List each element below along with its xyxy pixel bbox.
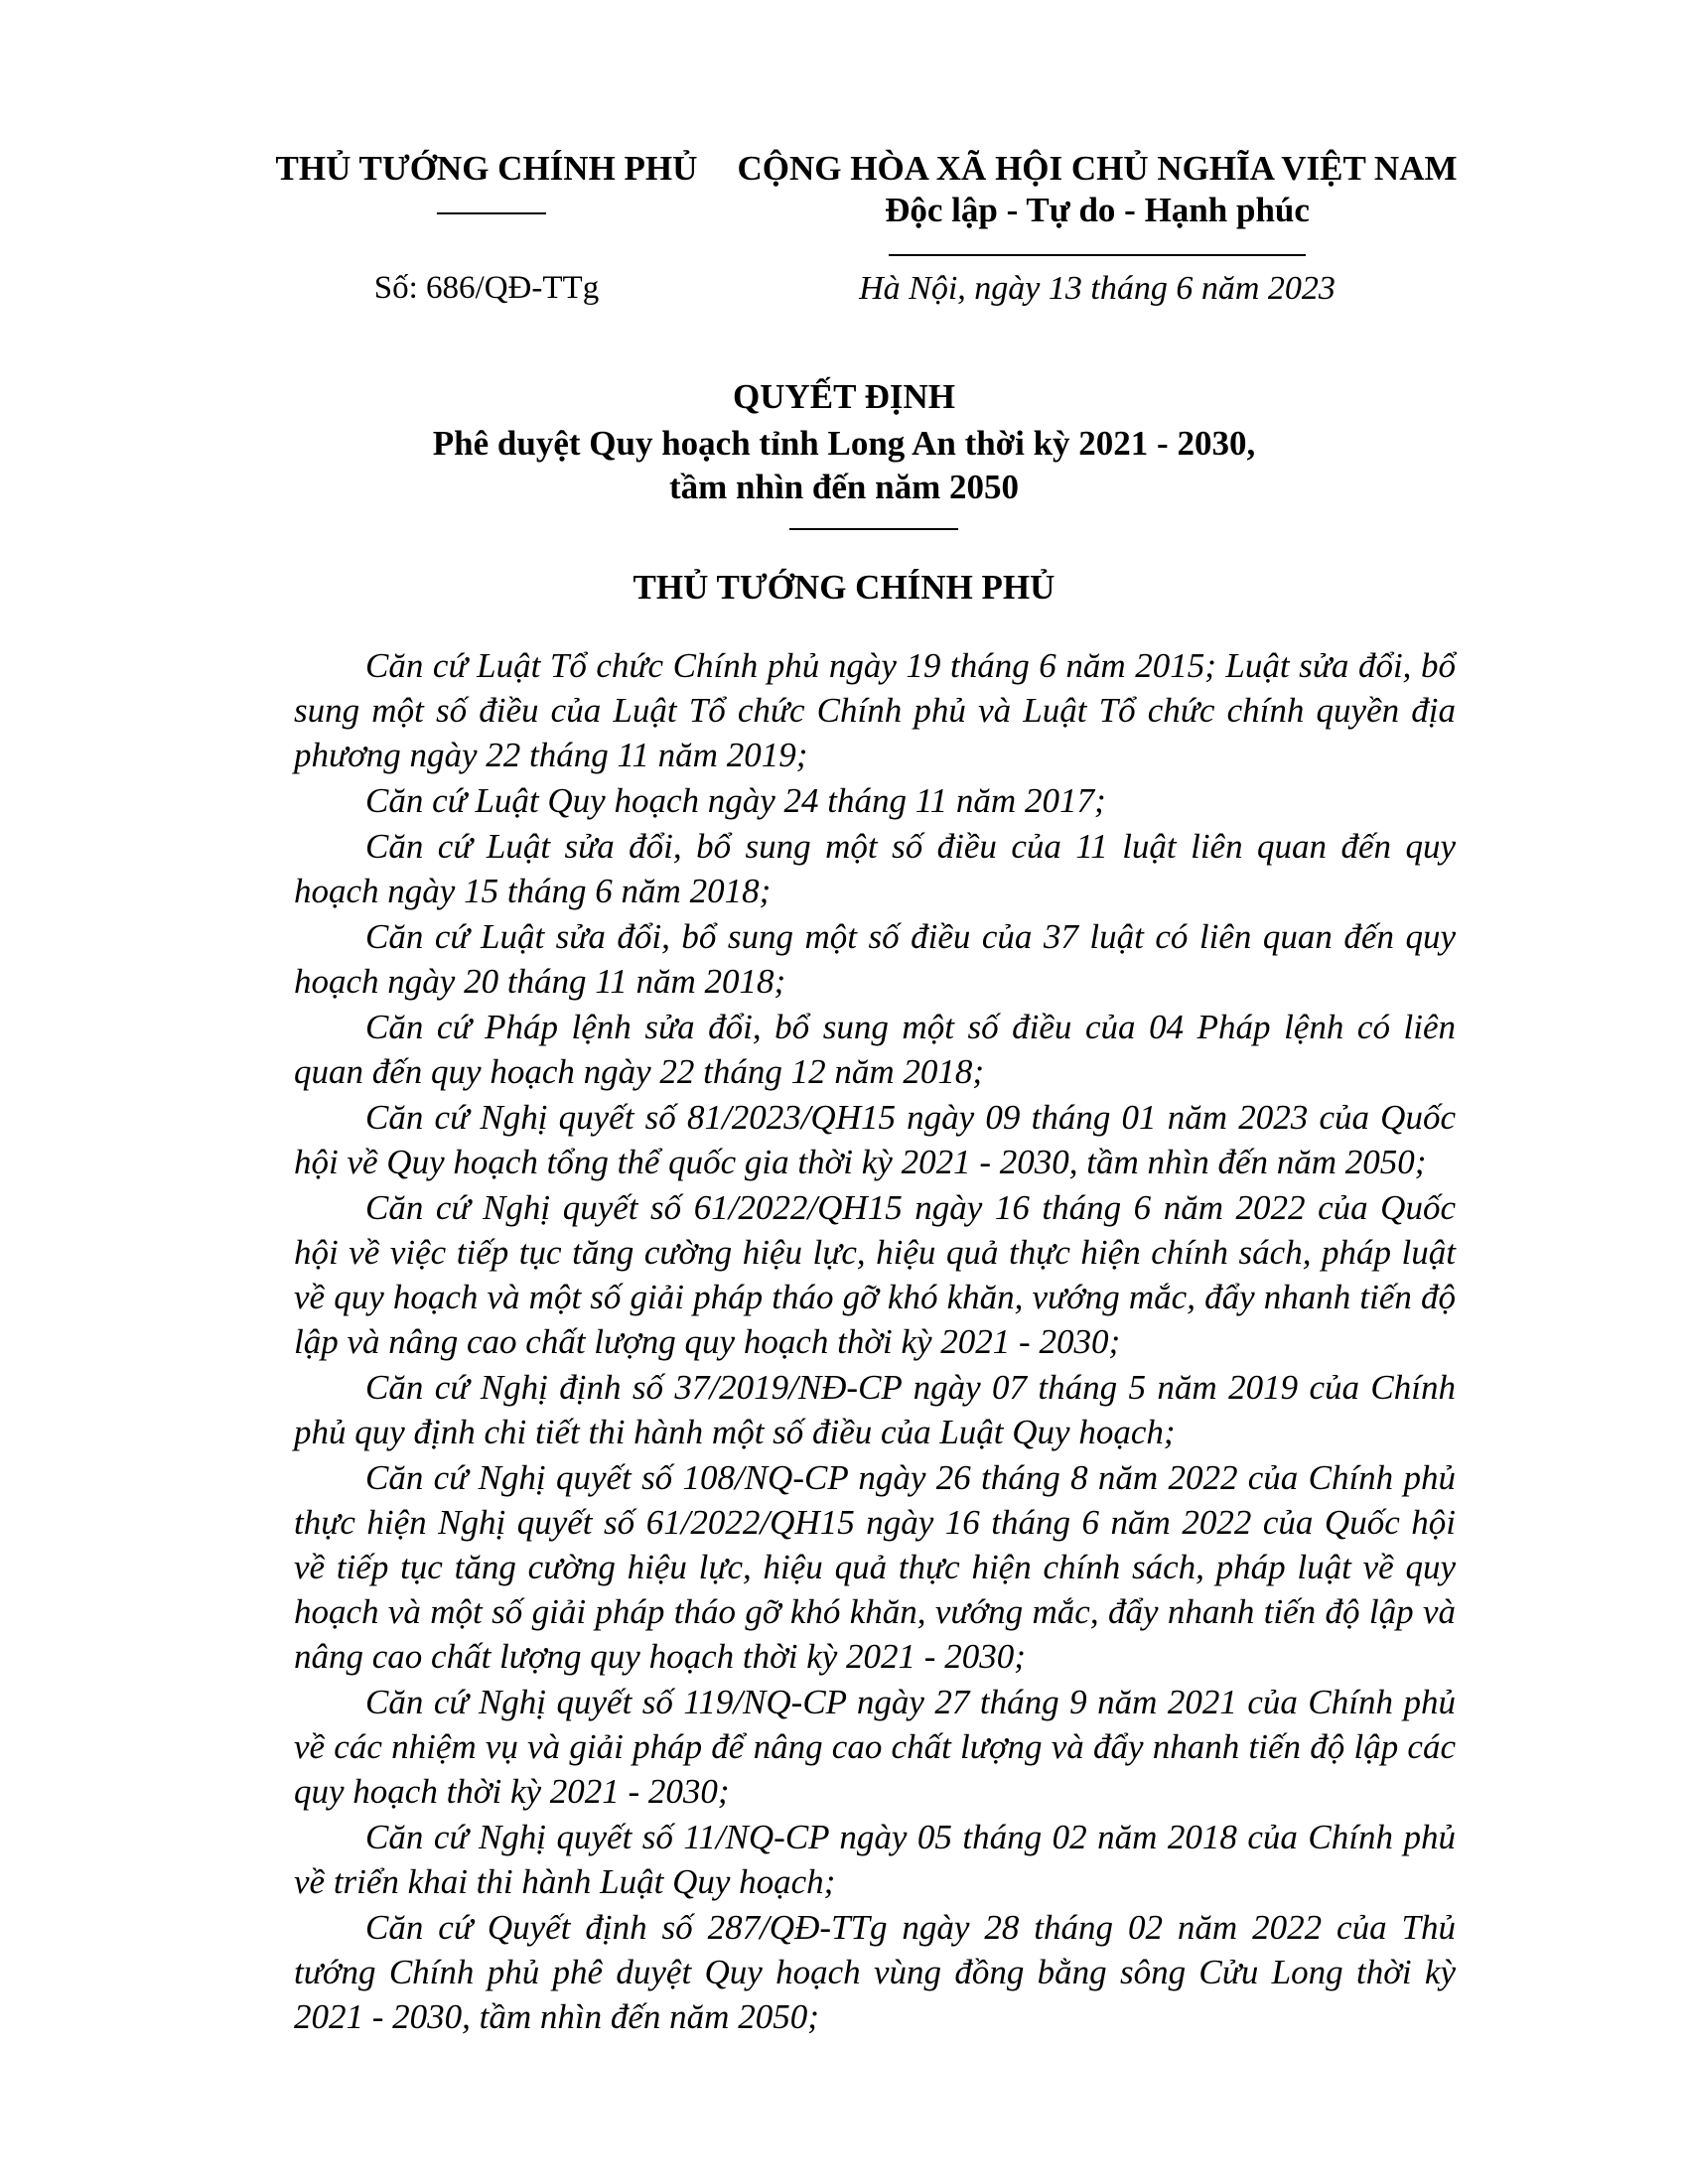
- title-divider: [789, 528, 958, 530]
- nation-name: CỘNG HÒA XÃ HỘI CHỦ NGHĨA VIỆT NAM: [737, 149, 1458, 188]
- legal-basis-paragraph: Căn cứ Luật Quy hoạch ngày 24 tháng 11 năm 2017;: [365, 781, 1106, 820]
- legal-basis-paragraph: Căn cứ Nghị quyết số 108/NQ-CP ngày 26 tháng 8 năm 2022 của Chính phủ thực hiện Nghị quyết số 61/2022/QH15 ngày 16 tháng 6 năm 2022 của Quốc hội về tiếp tục tăng cường hiệu lực, hiệu quả thực hiện chính sách, pháp luật về quy hoạch và một số giải pháp tháo gỡ khó khăn, vướng mắc, đẩy nhanh tiến độ lập và nâng cao chất lượng quy hoạch thời kỳ 2021 - 2030;: [294, 1458, 1456, 1676]
- issuer-heading: THỦ TƯỚNG CHÍNH PHỦ: [633, 568, 1055, 607]
- document-number: Số: 686/QĐ-TTg: [373, 270, 600, 306]
- document-type: QUYẾT ĐỊNH: [733, 377, 955, 416]
- legal-basis-paragraph: Căn cứ Nghị quyết số 81/2023/QH15 ngày 09 tháng 01 năm 2023 của Quốc hội về Quy hoạch tổng thể quốc gia thời kỳ 2021 - 2030, tầm nhìn đến năm 2050;: [294, 1098, 1456, 1181]
- agency-divider: [437, 212, 546, 214]
- legal-basis-paragraph: Căn cứ Nghị định số 37/2019/NĐ-CP ngày 07 tháng 5 năm 2019 của Chính phủ quy định chi tiết thi hành một số điều của Luật Quy hoạch;: [294, 1368, 1456, 1451]
- legal-basis-paragraph: Căn cứ Nghị quyết số 119/NQ-CP ngày 27 tháng 9 năm 2021 của Chính phủ về các nhiệm vụ và giải pháp để nâng cao chất lượng và đẩy nhanh tiến độ lập các quy hoạch thời kỳ 2021 - 2030;: [294, 1683, 1456, 1811]
- place-and-date: Hà Nội, ngày 13 tháng 6 năm 2023: [859, 270, 1336, 307]
- document-subject: [0, 422, 1688, 509]
- national-motto: Độc lập - Tự do - Hạnh phúc: [885, 191, 1310, 229]
- legal-basis-paragraph: Căn cứ Luật sửa đổi, bổ sung một số điều của 11 luật liên quan đến quy hoạch ngày 15 tháng 6 năm 2018;: [294, 827, 1456, 910]
- subject-line-2: tầm nhìn đến năm 2050: [668, 468, 1020, 506]
- legal-basis-section: [294, 643, 1456, 2040]
- legal-basis-paragraph: Căn cứ Quyết định số 287/QĐ-TTg ngày 28 tháng 02 năm 2022 của Thủ tướng Chính phủ phê duyệt Quy hoạch vùng đồng bằng sông Cửu Long thời kỳ 2021 - 2030, tầm nhìn đến năm 2050;: [294, 1908, 1456, 2036]
- legal-basis-paragraph: Căn cứ Nghị quyết số 11/NQ-CP ngày 05 tháng 02 năm 2018 của Chính phủ về triển khai thi hành Luật Quy hoạch;: [294, 1818, 1456, 1901]
- legal-basis-paragraph: Căn cứ Luật Tổ chức Chính phủ ngày 19 tháng 6 năm 2015; Luật sửa đổi, bổ sung một số điều của Luật Tổ chức Chính phủ và Luật Tổ chức chính quyền địa phương ngày 22 tháng 11 năm 2019;: [294, 646, 1456, 774]
- motto-divider: [889, 254, 1306, 256]
- legal-basis-paragraph: Căn cứ Luật sửa đổi, bổ sung một số điều của 37 luật có liên quan đến quy hoạch ngày 20 tháng 11 năm 2018;: [294, 917, 1456, 1001]
- legal-basis-paragraph: Căn cứ Nghị quyết số 61/2022/QH15 ngày 16 tháng 6 năm 2022 của Quốc hội về việc tiếp tục tăng cường hiệu lực, hiệu quả thực hiện chính sách, pháp luật về quy hoạch và một số giải pháp tháo gỡ khó khăn, vướng mắc, đẩy nhanh tiến độ lập và nâng cao chất lượng quy hoạch thời kỳ 2021 - 2030;: [294, 1188, 1456, 1361]
- legal-basis-paragraph: Căn cứ Pháp lệnh sửa đổi, bổ sung một số điều của 04 Pháp lệnh có liên quan đến quy hoạch ngày 22 tháng 12 năm 2018;: [294, 1008, 1456, 1091]
- issuing-agency: THỦ TƯỚNG CHÍNH PHỦ: [275, 149, 698, 188]
- subject-line-1: Phê duyệt Quy hoạch tỉnh Long An thời kỳ 2021 - 2030,: [432, 424, 1256, 463]
